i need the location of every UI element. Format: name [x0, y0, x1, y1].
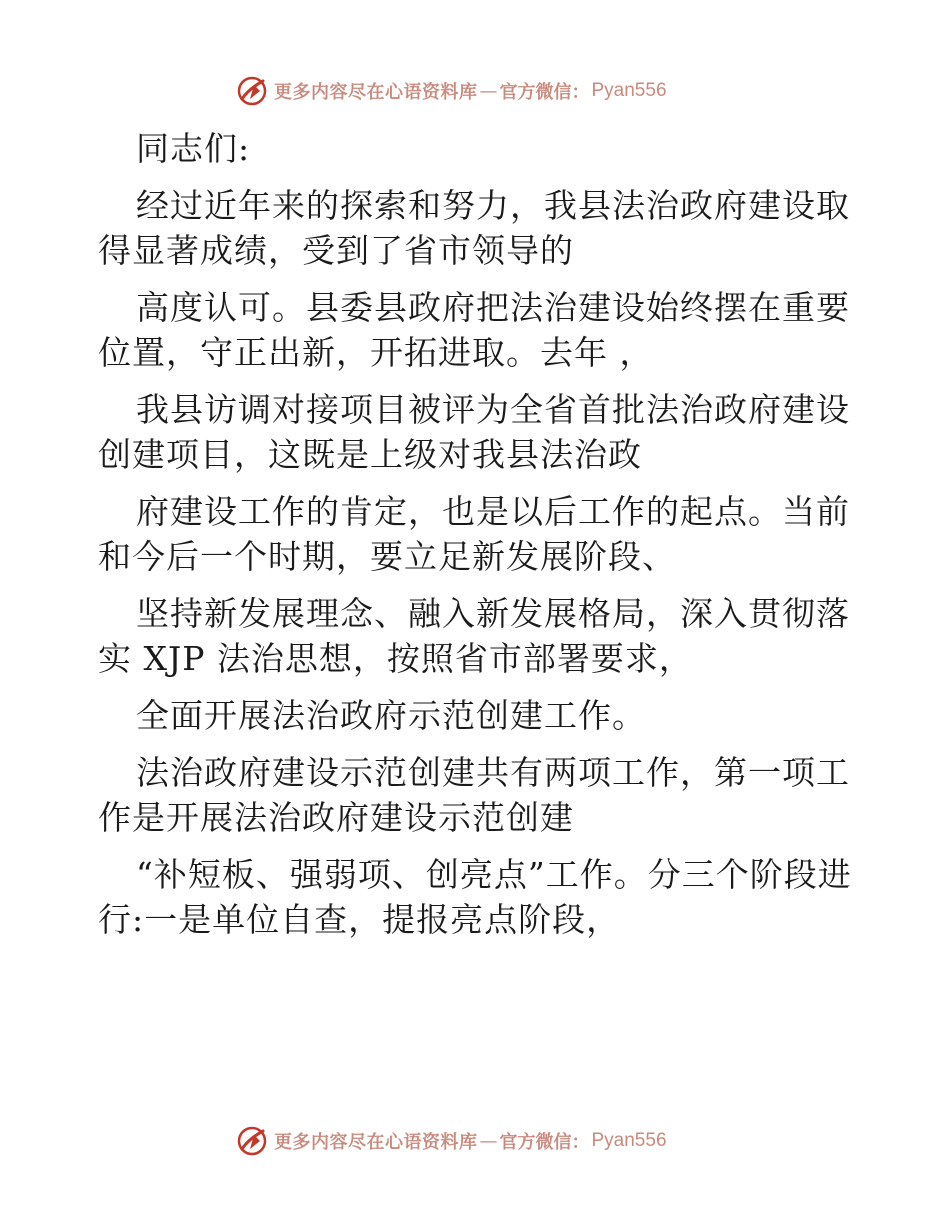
paragraph-2: 高度认可。县委县政府把法治建设始终摆在重要位置，守正出新，开拓进取。去年 ， [98, 288, 850, 372]
footer-wechat-id: Pyan556 [591, 1130, 667, 1151]
paragraph-6: 全面开展法治政府示范创建工作。 [136, 696, 646, 735]
footer-site-text: 更多内容尽在心语资料库 [274, 1132, 478, 1153]
document-body [98, 126, 858, 954]
paragraph-4: 府建设工作的肯定，也是以后工作的起点。当前和今后一个时期，要立足新发展阶段、 [98, 492, 850, 576]
pen-logo-icon [236, 1125, 268, 1157]
paragraph-7: 法治政府建设示范创建共有两项工作，第一项工作是开展法治政府建设示范创建 [98, 753, 850, 837]
paragraph-1: 经过近年来的探索和努力，我县法治政府建设取得显著成绩，受到了省市领导的 [98, 186, 850, 270]
paragraph-3: 我县访调对接项目被评为全省首批法治政府建设创建项目，这既是上级对我县法治政 [98, 390, 850, 474]
footer-wechat-label: 官方微信： [499, 1132, 590, 1153]
footer-banner[interactable] [236, 1124, 716, 1158]
pen-logo-icon [236, 75, 268, 107]
header-separator: — [479, 80, 498, 102]
header-site-text: 更多内容尽在心语资料库 [274, 82, 478, 103]
paragraph-5: 坚持新发展理念、融入新发展格局，深入贯彻落实 XJP 法治思想，按照省市部署要求， [98, 594, 850, 678]
header-wechat-label: 官方微信： [499, 82, 590, 103]
paragraph-8: “补短板、强弱项、创亮点”工作。分三个阶段进行:一是单位自查，提报亮点阶段， [98, 855, 852, 939]
footer-separator: — [479, 1130, 498, 1152]
header-wechat-id: Pyan556 [591, 80, 667, 101]
header-banner[interactable] [236, 74, 716, 108]
paragraph-greeting: 同志们: [136, 129, 251, 168]
